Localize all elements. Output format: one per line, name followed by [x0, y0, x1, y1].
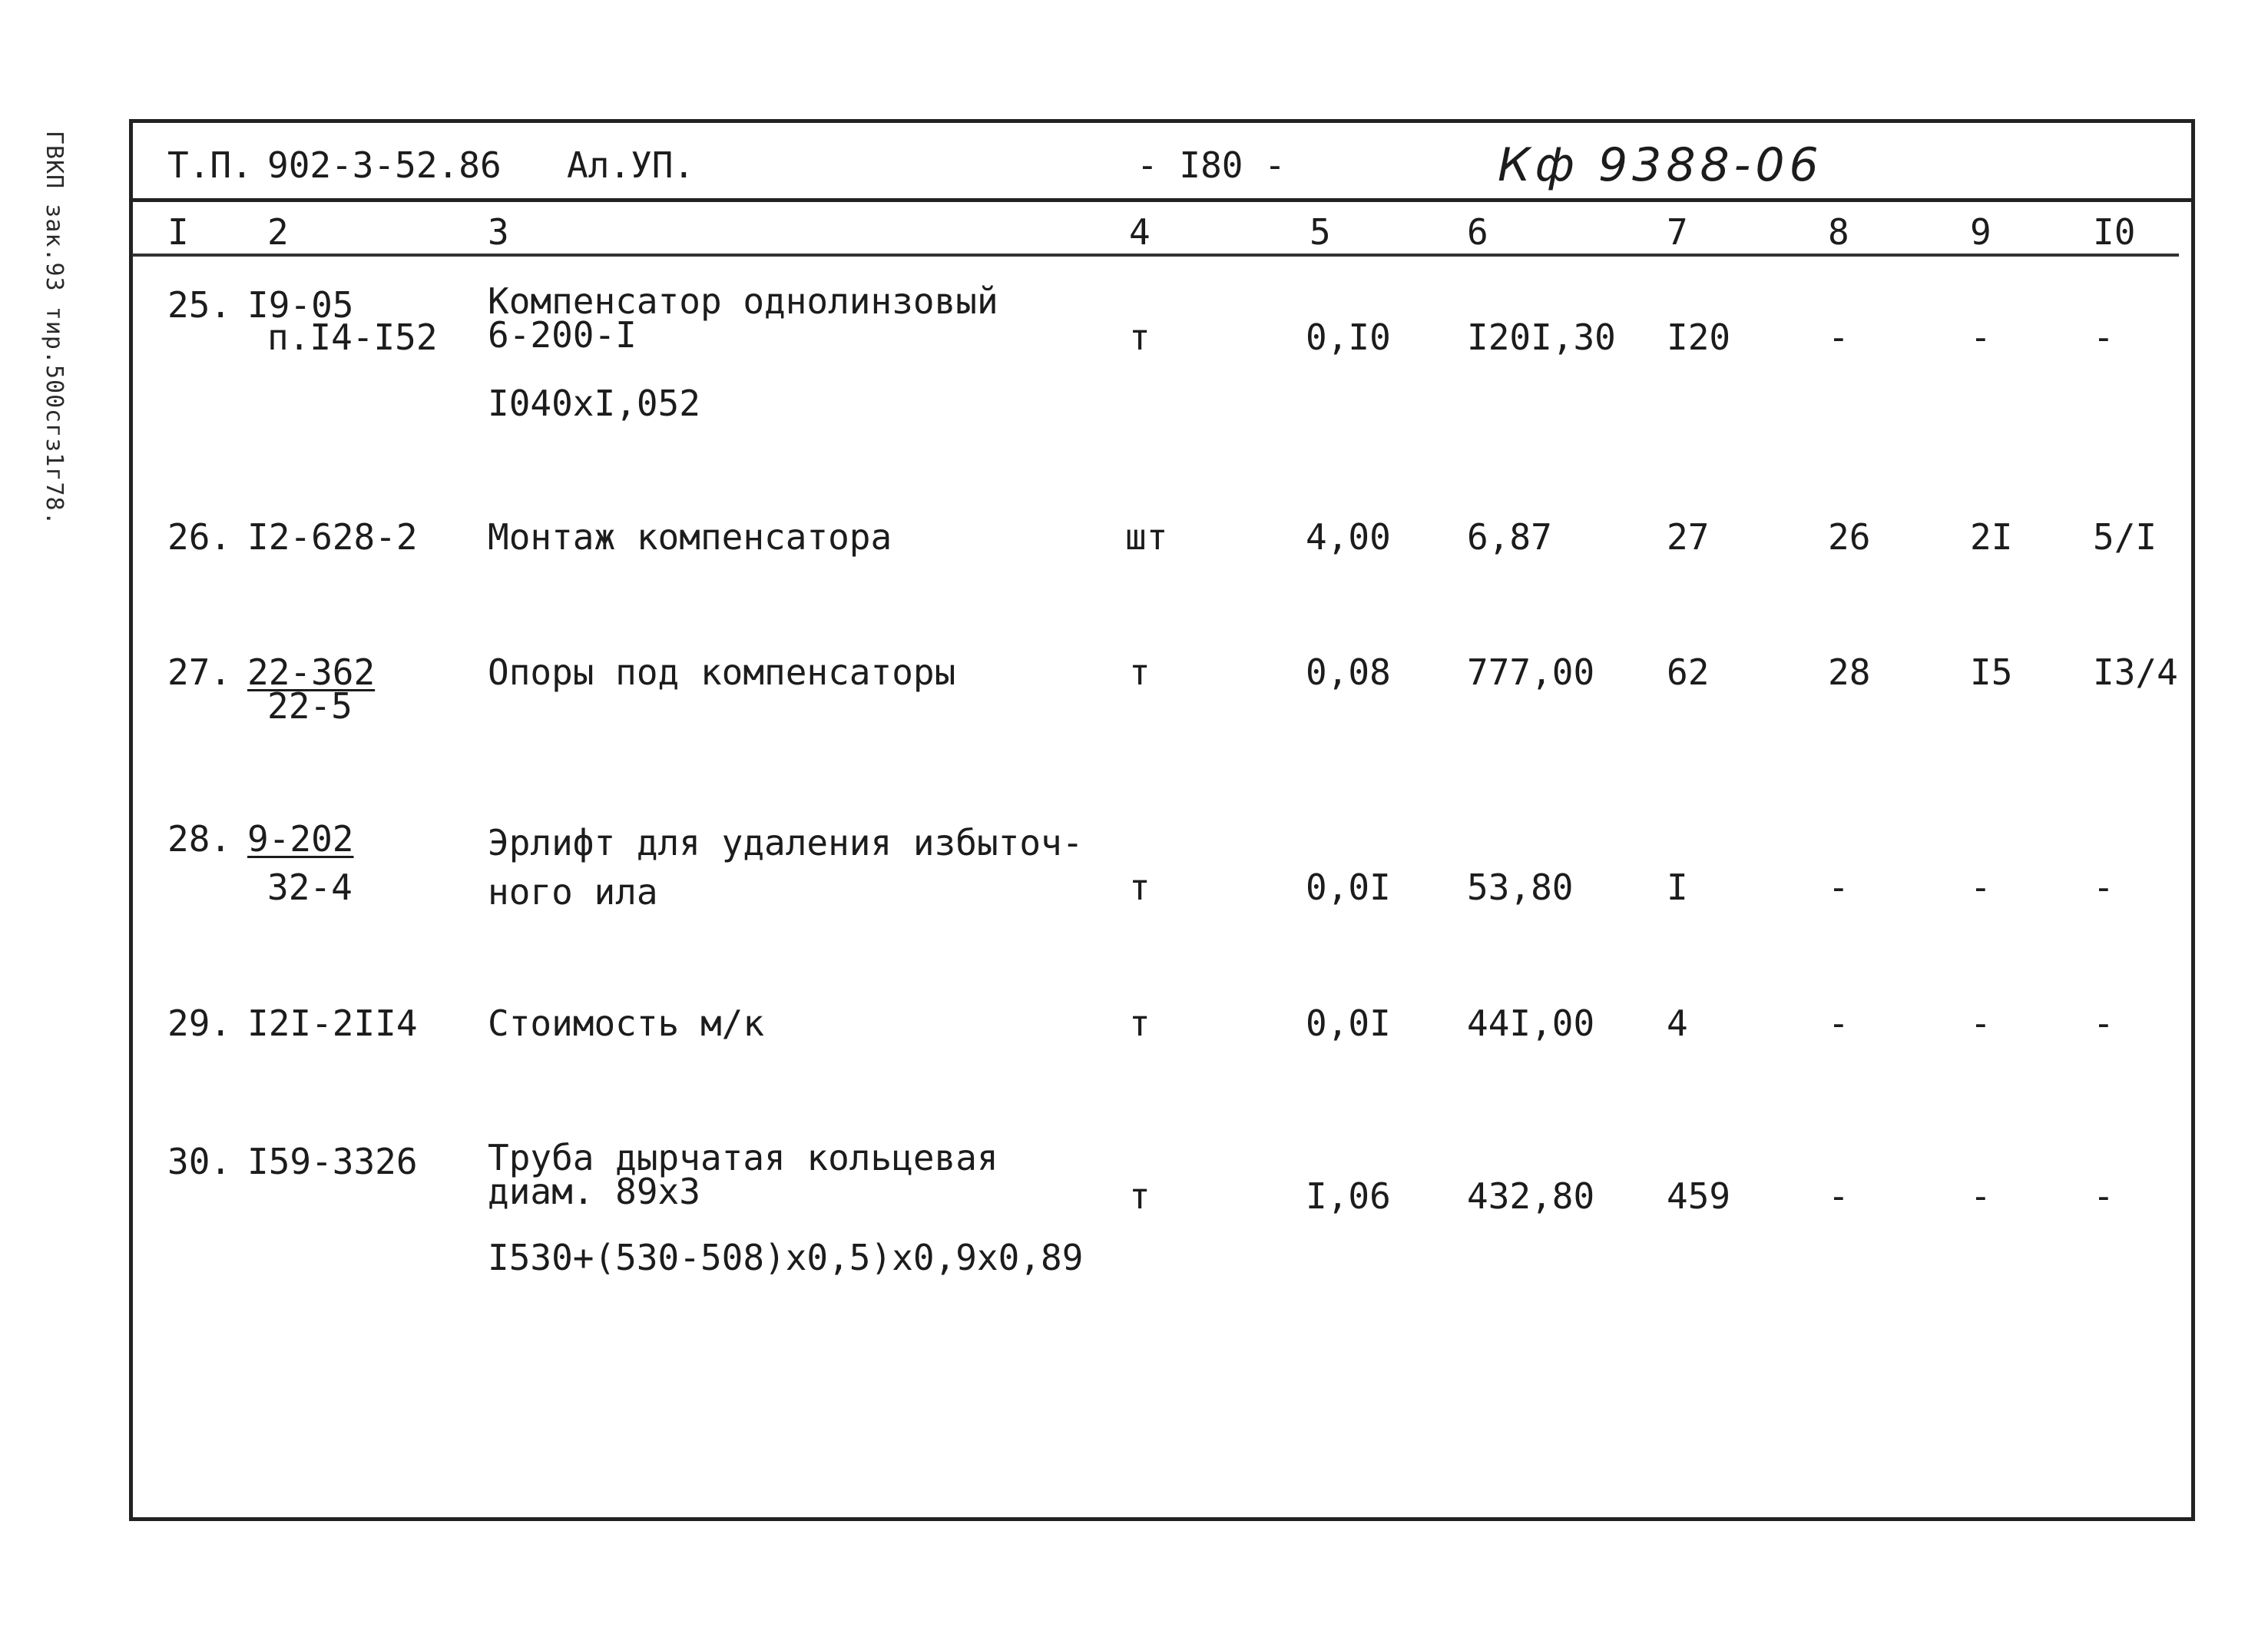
quantity: I,06	[1306, 1175, 1391, 1217]
unit-price: 53,80	[1467, 867, 1574, 908]
description: Монтаж компенсатора	[488, 516, 892, 558]
row-number: 30.	[167, 1141, 232, 1182]
description	[488, 280, 998, 356]
album-label: Ал.УП.	[567, 144, 695, 186]
total: I	[1667, 867, 1688, 908]
col-9: -	[1970, 1003, 1992, 1044]
unit: т	[1129, 867, 1151, 908]
total: I20	[1667, 317, 1731, 358]
column-header: 4	[1129, 211, 1151, 253]
row-number: 27.	[167, 651, 232, 693]
description-line: 6-200-I	[488, 314, 637, 356]
quantity: 0,08	[1306, 651, 1391, 693]
total: 62	[1667, 651, 1710, 693]
code-bottom: 22-5	[267, 685, 353, 727]
table-frame	[129, 119, 2195, 1521]
col-8: -	[1828, 317, 1849, 358]
col-10: I3/4	[2093, 651, 2178, 693]
formula: I530+(530-508)x0,5)x0,9x0,89	[488, 1237, 1084, 1278]
unit-price: 777,00	[1467, 651, 1595, 693]
unit: шт	[1125, 516, 1168, 558]
description: Опоры под компенсаторы	[488, 651, 956, 693]
col-9: -	[1970, 1175, 1992, 1217]
unit-price: 44I,00	[1467, 1003, 1595, 1044]
col-10: 5/I	[2093, 516, 2157, 558]
unit: т	[1129, 651, 1151, 693]
col-8: 26	[1828, 516, 1871, 558]
unit: т	[1129, 1175, 1151, 1217]
column-header: 7	[1667, 211, 1688, 253]
col-8: -	[1828, 867, 1849, 908]
col-9: I5	[1970, 651, 2013, 693]
description-line: Компенсатор однолинзовый	[488, 280, 998, 322]
unit: т	[1129, 317, 1151, 358]
col-10: -	[2093, 1003, 2114, 1044]
row-number: 29.	[167, 1003, 232, 1044]
total: 4	[1667, 1003, 1688, 1044]
col-9: -	[1970, 317, 1992, 358]
document-code: Кф 9388-06	[1498, 138, 1823, 192]
column-header: I0	[2093, 211, 2136, 253]
header-divider	[129, 198, 2195, 202]
quantity: 0,0I	[1306, 867, 1391, 908]
col-9: -	[1970, 867, 1992, 908]
row-number: 26.	[167, 516, 232, 558]
description-line: ного ила	[488, 871, 658, 913]
unit-price: 432,80	[1467, 1175, 1595, 1217]
code-bottom: 32-4	[267, 867, 353, 908]
code-top: 22-362	[247, 651, 376, 693]
column-header: 6	[1467, 211, 1488, 253]
column-header: 2	[267, 211, 289, 253]
code-top: 9-202	[247, 818, 354, 860]
total: 459	[1667, 1175, 1731, 1217]
unit-price: I20I,30	[1467, 317, 1616, 358]
col-10: -	[2093, 867, 2114, 908]
description	[488, 818, 1083, 916]
row-number: 28.	[167, 818, 232, 860]
page-number: - I80 -	[1137, 144, 1286, 186]
project-number: 902-3-52.86	[267, 144, 502, 186]
unit-price: 6,87	[1467, 516, 1552, 558]
description: Стоимость м/к	[488, 1003, 765, 1044]
column-header: 5	[1309, 211, 1331, 253]
column-header: 8	[1828, 211, 1849, 253]
column-divider	[132, 254, 2179, 257]
unit: т	[1129, 1003, 1151, 1044]
col-10: -	[2093, 317, 2114, 358]
row-number: 25.	[167, 284, 232, 326]
quantity: 0,0I	[1306, 1003, 1391, 1044]
code-bottom: п.I4-I52	[267, 317, 438, 358]
description-line: Эрлифт для удаления избыточ-	[488, 822, 1084, 863]
description-line: диам. 89х3	[488, 1171, 700, 1212]
code-top: I2-628-2	[247, 516, 418, 558]
quantity: 4,00	[1306, 516, 1391, 558]
quantity: 0,I0	[1306, 317, 1391, 358]
col-8: -	[1828, 1003, 1849, 1044]
col-9: 2I	[1970, 516, 2013, 558]
column-header: 3	[488, 211, 509, 253]
code-top: I9-05	[247, 284, 354, 326]
total: 27	[1667, 516, 1710, 558]
column-header: 9	[1970, 211, 1992, 253]
col-8: -	[1828, 1175, 1849, 1217]
formula: I040xI,052	[488, 383, 700, 424]
side-stamp: ГВКП зак.93 тир.500сгз1г78.	[41, 131, 68, 526]
project-label: Т.П.	[167, 144, 253, 186]
description	[488, 1137, 998, 1212]
code-top: I2I-2II4	[247, 1003, 418, 1044]
col-8: 28	[1828, 651, 1871, 693]
column-header: I	[167, 211, 189, 253]
col-10: -	[2093, 1175, 2114, 1217]
code-top: I59-3326	[247, 1141, 418, 1182]
description-line: Труба дырчатая кольцевая	[488, 1137, 998, 1178]
